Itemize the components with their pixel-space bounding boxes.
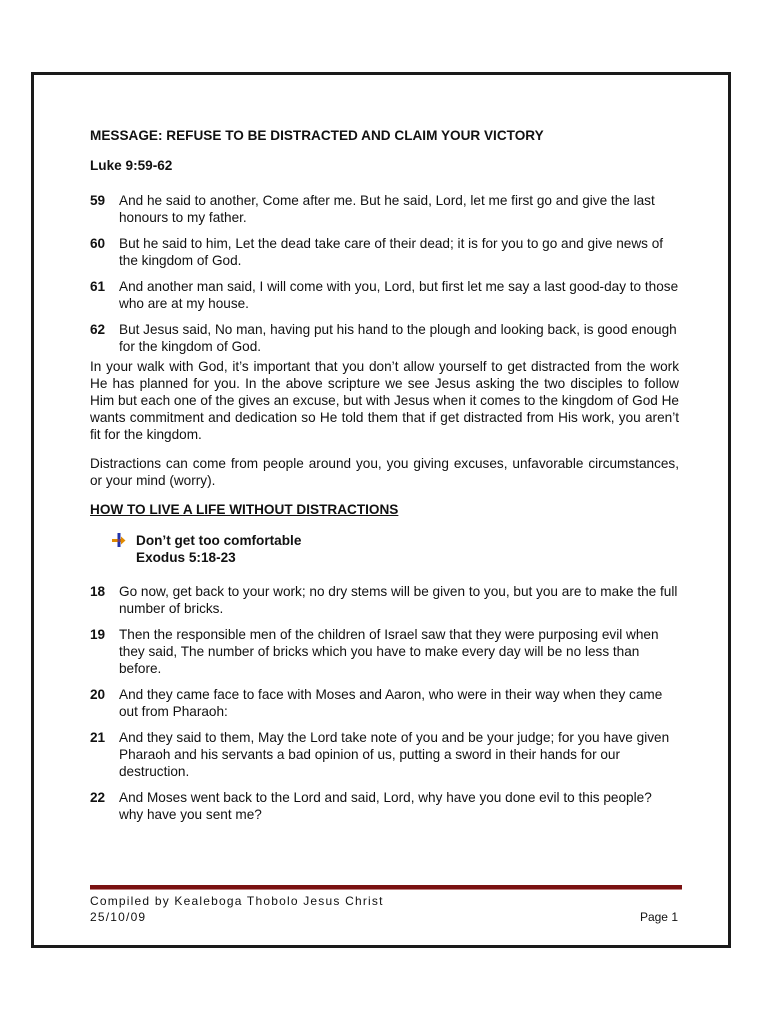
bullet-reference: Exodus 5:18-23 — [136, 550, 236, 565]
verse-text: But Jesus said, No man, having put his hand to the plough and looking back, is good enough for the kingdom of God. — [119, 322, 677, 354]
footer-row — [90, 909, 678, 925]
verse-number: 59 — [90, 193, 106, 208]
bullet-item — [112, 532, 679, 566]
page-title: MESSAGE: REFUSE TO BE DISTRACTED AND CLAIM YOUR VICTORY — [90, 128, 544, 143]
bullet-text-block — [136, 532, 301, 566]
bullet-arrow-icon — [112, 532, 136, 566]
page-number: Page 1 — [639, 910, 678, 924]
verse-number: 22 — [90, 790, 106, 805]
verse-item — [90, 686, 679, 720]
verse-item — [90, 583, 679, 617]
verse-text: But he said to him, Let the dead take care of their dead; it is for you to go and give news of the kingdom of God. — [119, 236, 664, 268]
verse-item — [90, 192, 679, 226]
verse-number: 60 — [90, 236, 106, 251]
footer-compiled-by: Compiled by Kealeboga Thobolo Jesus Christ — [90, 894, 384, 908]
verse-item — [90, 626, 679, 677]
verse-text: And he said to another, Come after me. But he said, Lord, let me first go and give the last honours to my father. — [119, 193, 655, 225]
bullet-title: Don’t get too comfortable — [136, 533, 302, 548]
exodus-verses — [90, 583, 679, 823]
verse-item — [90, 235, 679, 269]
verse-text: Go now, get back to your work; no dry stems will be given to you, but you are to make the full number of bricks. — [119, 584, 678, 616]
verse-text: And Moses went back to the Lord and said, Lord, why have you done evil to this people? why have you sent me? — [119, 790, 652, 822]
verse-item — [90, 789, 679, 823]
verse-number: 19 — [90, 627, 106, 642]
body-paragraph: In your walk with God, it’s important that you don’t allow yourself to get distracted from the work He has planned for you. In the above scripture we see Jesus asking the two disciples to follow Him but each one of the gives an excuse, but with Jesus when it comes to the kingdom of God He wants commitment and dedication so He told them that if get distracted from His work, you aren’t fit for the kingdom. — [90, 359, 679, 442]
verse-number: 61 — [90, 279, 106, 294]
verse-text: Then the responsible men of the children of Israel saw that they were purposing evil when they said, The number of bricks which you have to make every day will be no less than before. — [119, 627, 659, 676]
body-paragraph: Distractions can come from people around you, you giving excuses, unfavorable circumstances, or your mind (worry). — [90, 456, 679, 488]
verse-number: 21 — [90, 730, 106, 745]
verse-number: 18 — [90, 584, 106, 599]
document-body — [90, 127, 679, 832]
verse-item — [90, 321, 679, 355]
page-footer — [90, 893, 678, 925]
luke-verses — [90, 192, 679, 355]
section-heading: HOW TO LIVE A LIFE WITHOUT DISTRACTIONS — [90, 502, 399, 517]
footer-divider — [90, 885, 682, 890]
verse-text: And they said to them, May the Lord take note of you and be your judge; for you have given Pharaoh and his servants a bad opinion of us, putting a sword in their hands for our destruction. — [119, 730, 670, 779]
verse-text: And another man said, I will come with you, Lord, but first let me say a last good-day to those who are at my house. — [119, 279, 679, 311]
scripture-reference: Luke 9:59-62 — [90, 158, 173, 173]
verse-text: And they came face to face with Moses and Aaron, who were in their way when they came out from Pharaoh: — [119, 687, 663, 719]
verse-number: 62 — [90, 322, 106, 337]
verse-item — [90, 278, 679, 312]
verse-item — [90, 729, 679, 780]
verse-number: 20 — [90, 687, 106, 702]
footer-date: 25/10/09 — [90, 910, 147, 924]
